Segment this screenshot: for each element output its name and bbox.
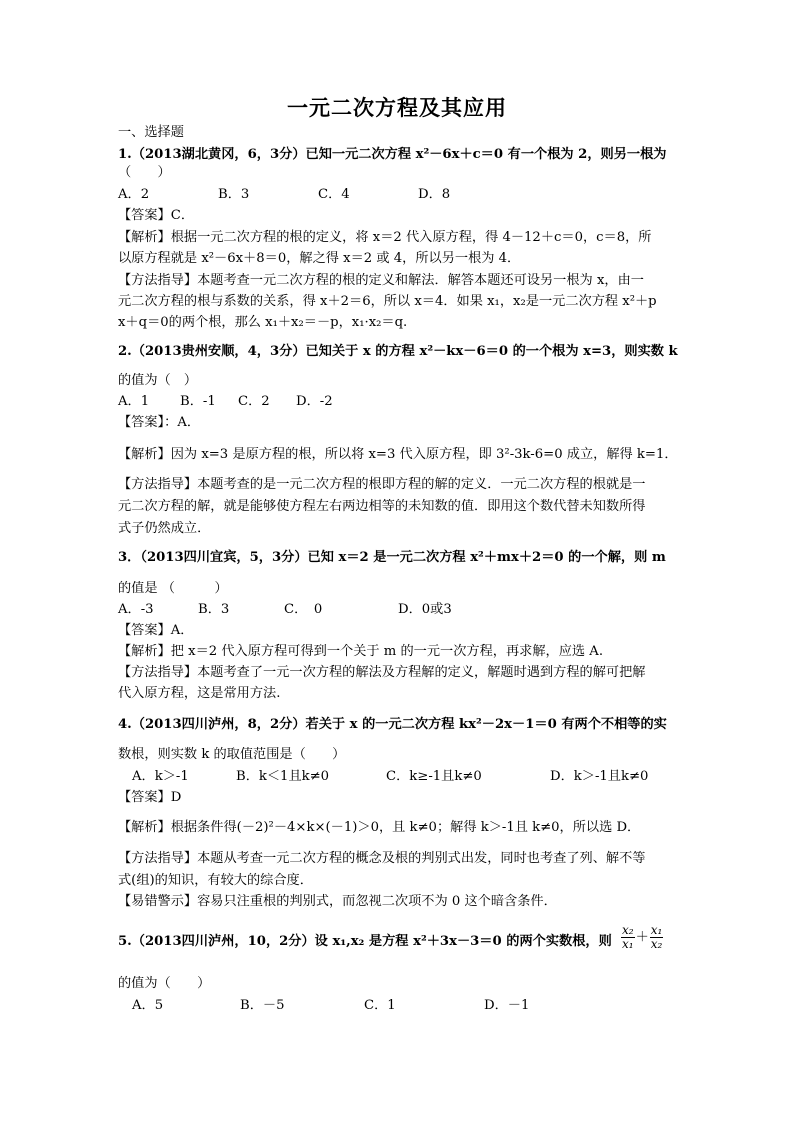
q3-tip-line1: 【方法指导】本题考查了一元一次方程的解法及方程解的定义，解题时遇到方程的解可把解 <box>118 665 646 680</box>
q1-tip-line1: 【方法指导】本题考查一元二次方程的根的定义和解法．解答本题还可设另一根为 x，由一 <box>118 273 644 288</box>
q5-fraction-1 <box>621 924 635 951</box>
q5-option-d: D．－1 <box>484 998 530 1013</box>
q4-option-c: C．k≥-1且k≠0 <box>386 769 482 784</box>
q1-option-c: C．4 <box>318 187 350 202</box>
q3-stem: 3．（2013四川宜宾，5，3分）已知 x＝2 是一元二次方程 x²＋mx＋2＝0 的一个解，则 m <box>118 550 666 565</box>
q2-option-b: B．-1 <box>180 394 216 409</box>
q2-option-a: A．1 <box>118 394 150 409</box>
q2-options <box>118 393 333 411</box>
q5-frac1-denominator: x₁ <box>622 937 634 951</box>
q3-option-b: B．3 <box>198 602 230 617</box>
q5-option-c: C．1 <box>364 998 396 1013</box>
page-title: 一元二次方程及其应用 <box>287 96 507 120</box>
q5-fraction-2 <box>650 924 664 951</box>
q5-options <box>132 997 529 1015</box>
q4-analysis: 【解析】根据条件得(－2)²－4×k×(－1)＞0，且 k≠0；解得 k＞-1且 k≠0，所以选 D． <box>118 820 641 835</box>
q4-options <box>132 768 648 786</box>
q3-option-d: D．0或3 <box>398 602 452 617</box>
q1-stem-cont: （ ） <box>118 165 171 180</box>
q3-answer: 【答案】A． <box>118 623 194 638</box>
q5-stem-cont: 的值为（ ） <box>118 976 211 991</box>
q4-option-a: A．k＞-1 <box>132 769 189 784</box>
section-heading: 一、选择题 <box>118 125 184 140</box>
q2-tip-line3: 式子仍然成立． <box>118 521 211 536</box>
q5-option-a: A．5 <box>132 998 164 1013</box>
q3-options <box>118 601 452 619</box>
q1-analysis-line2: 以原方程就是 x²－6x＋8＝0，解之得 x＝2 或 4，所以另一根为 4． <box>118 251 521 266</box>
q1-answer: 【答案】C． <box>118 208 195 223</box>
q4-stem: 4.（2013四川泸州，8，2分）若关于 x 的一元二次方程 kx²－2x－1＝0 有两个不相等的实 <box>118 717 667 732</box>
q4-tip-line1: 【方法指导】本题从考查一元二次方程的概念及根的判别式出发，同时也考查了列、解不等 <box>118 851 646 866</box>
q3-analysis: 【解析】把 x＝2 代入原方程可得到一个关于 m 的一元一次方程，再求解，应选 A. <box>118 644 604 659</box>
q2-stem: 2.（2013贵州安顺，4，3分）已知关于 x 的方程 x²－kx－6＝0 的一个根为 x=3，则实数 k <box>118 344 678 359</box>
q4-warning: 【易错警示】容易只注重根的判别式，而忽视二次项不为 0 这个暗含条件． <box>118 894 557 909</box>
q2-tip-line1: 【方法指导】本题考查的是一元二次方程的根即方程的解的定义．一元二次方程的根就是一 <box>118 477 646 492</box>
q4-option-b: B．k＜1且k≠0 <box>236 769 330 784</box>
q1-option-d: D．8 <box>418 187 451 202</box>
q3-option-a: A．-3 <box>118 602 154 617</box>
q2-option-c: C．2 <box>238 394 270 409</box>
q5-frac2-numerator: x₁ <box>650 923 663 937</box>
q2-stem-cont: 的值为（ ） <box>118 373 198 388</box>
q5-stem: 5.（2013四川泸州，10，2分）设 x₁,x₂ 是方程 x²＋3x－3＝0 的两个实数根，则 <box>118 934 612 949</box>
q3-tip-line2: 代入原方程，这是常用方法. <box>118 686 281 701</box>
q2-analysis: 【解析】因为 x=3 是原方程的根，所以将 x=3 代入原方程，即 3²-3k-6=0 成立，解得 k=1． <box>118 447 678 462</box>
q1-analysis-line1: 【解析】根据一元二次方程的根的定义，将 x＝2 代入原方程，得 4－12＋c＝0，c＝8，所 <box>118 230 652 245</box>
q1-tip-line2: 元二次方程的根与系数的关系，得 x＋2＝6，所以 x＝4．如果 x₁，x₂是一元二次方程 x²＋p <box>118 294 657 309</box>
q5-frac2-denominator: x₂ <box>650 937 663 951</box>
q4-option-d: D．k＞-1且k≠0 <box>550 769 649 784</box>
q1-tip-line3: x＋q＝0的两个根，那么 x₁＋x₂＝－p，x₁·x₂＝q. <box>118 315 408 330</box>
q5-plus: ＋ <box>635 930 649 945</box>
q3-option-c: C． 0 <box>284 602 323 617</box>
q2-option-d: D．-2 <box>296 394 333 409</box>
q4-stem-cont: 数根，则实数 k 的取值范围是（ ） <box>118 747 346 762</box>
q1-stem: 1.（2013湖北黄冈，6，3分）已知一元二次方程 x²－6x＋c＝0 有一个根为 2，则另一根为 <box>118 147 667 162</box>
q2-tip-line2: 元二次方程的解，就是能够使方程左右两边相等的未知数的值．即用这个数代替未知数所得 <box>118 499 646 514</box>
q5-frac1-numerator: x₂ <box>622 923 634 937</box>
q5-option-b: B．－5 <box>240 998 285 1013</box>
q4-answer: 【答案】D <box>118 790 182 805</box>
q2-answer: 【答案】：A． <box>118 415 201 430</box>
q3-stem-cont: 的值是 （ ） <box>118 581 228 596</box>
q1-options <box>118 186 450 204</box>
q1-option-b: B．3 <box>218 187 250 202</box>
q4-tip-line2: 式(组)的知识，有较大的综合度． <box>118 873 313 888</box>
q5-expression <box>620 924 664 951</box>
q1-option-a: A．2 <box>118 187 150 202</box>
